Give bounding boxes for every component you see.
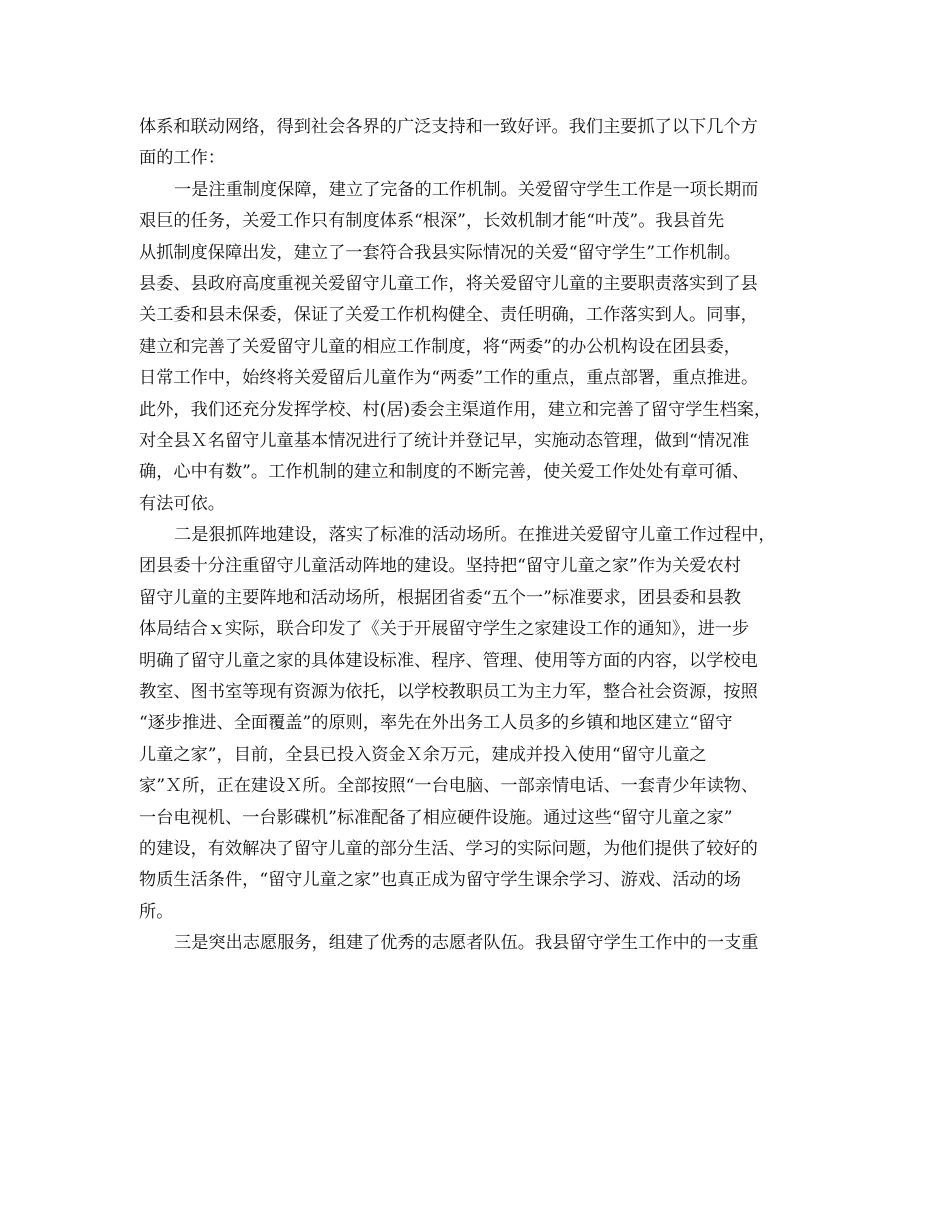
text-line: 家”Ｘ所，正在建设Ｘ所。全部按照“一台电脑、一部亲情电话、一套青少年读物、 [139, 776, 759, 797]
text-line: 有法可依。 [139, 493, 225, 514]
text-line: 儿童之家”，目前，全县已投入资金Ｘ余万元，建成并投入使用“留守儿童之 [139, 744, 707, 765]
text-line: 建立和完善了关爱留守儿童的相应工作制度，将“两委”的办公机构设在团县委， [139, 336, 741, 357]
text-line: 关工委和县未保委，保证了关爱工作机构健全、责任明确，工作落实到人。同事， [139, 305, 758, 326]
text-line: 此外，我们还充分发挥学校、村(居)委会主渠道作用，建立和完善了留守学生档案， [139, 399, 772, 420]
text-line: 从抓制度保障出发，建立了一套符合我县实际情况的关爱“留守学生”工作机制。 [139, 242, 741, 263]
text-line: 确，心中有数”。工作机制的建立和制度的不断完善，使关爱工作处处有章可循、 [139, 462, 750, 483]
body-text [139, 112, 829, 960]
text-line: 明确了留守儿童之家的具体建设标准、程序、管理、使用等方面的内容，以学校电 [139, 650, 758, 671]
text-line: 物质生活条件，“留守儿童之家”也真正成为留守学生课余学习、游戏、活动的场 [139, 870, 741, 891]
text-line: 所。 [139, 901, 174, 922]
text-line: 一台电视机、一台影碟机”标准配备了相应硬件设施。通过这些“留守儿童之家” [139, 807, 733, 828]
text-line: 教室、图书室等现有资源为依托，以学校教职员工为主力军，整合社会资源，按照 [139, 682, 758, 703]
text-line: 团县委十分注重留守儿童活动阵地的建设。坚持把“留守儿童之家”作为关爱农村 [139, 556, 741, 577]
text-line: 体局结合ｘ实际，联合印发了《关于开展留守学生之家建设工作的通知》，进一步 [139, 619, 750, 640]
text-line: 日常工作中，始终将关爱留后儿童作为“两委”工作的重点，重点部署，重点推进。 [139, 368, 759, 389]
text-line: 县委、县政府高度重视关爱留守儿童工作，将关爱留守儿童的主要职责落实到了县 [139, 273, 758, 294]
paragraph-start-line: 二是狠抓阵地建设，落实了标准的活动场所。在推进关爱留守儿童工作过程中， [174, 525, 776, 546]
text-line: 面的工作： [139, 148, 225, 169]
paragraph-start-line: 一是注重制度保障，建立了完备的工作机制。关爱留守学生工作是一项长期而 [174, 179, 759, 200]
text-line: 的建设，有效解决了留守儿童的部分生活、学习的实际问题，为他们提供了较好的 [139, 838, 758, 859]
text-line: “逐步推进、全面覆盖”的原则，率先在外出务工人员多的乡镇和地区建立“留守 [139, 713, 733, 734]
paragraph-start-line: 三是突出志愿服务，组建了优秀的志愿者队伍。我县留守学生工作中的一支重 [174, 933, 759, 954]
text-line: 对全县Ｘ名留守儿童基本情况进行了统计并登记早，实施动态管理，做到“情况准 [139, 430, 750, 451]
text-line: 艰巨的任务，关爱工作只有制度体系“根深”，长效机制才能“叶茂”。我县首先 [139, 211, 725, 232]
text-line: 留守儿童的主要阵地和活动场所，根据团省委“五个一”标准要求，团县委和县教 [139, 587, 741, 608]
text-line: 体系和联动网络，得到社会各界的广泛支持和一致好评。我们主要抓了以下几个方 [139, 117, 758, 137]
